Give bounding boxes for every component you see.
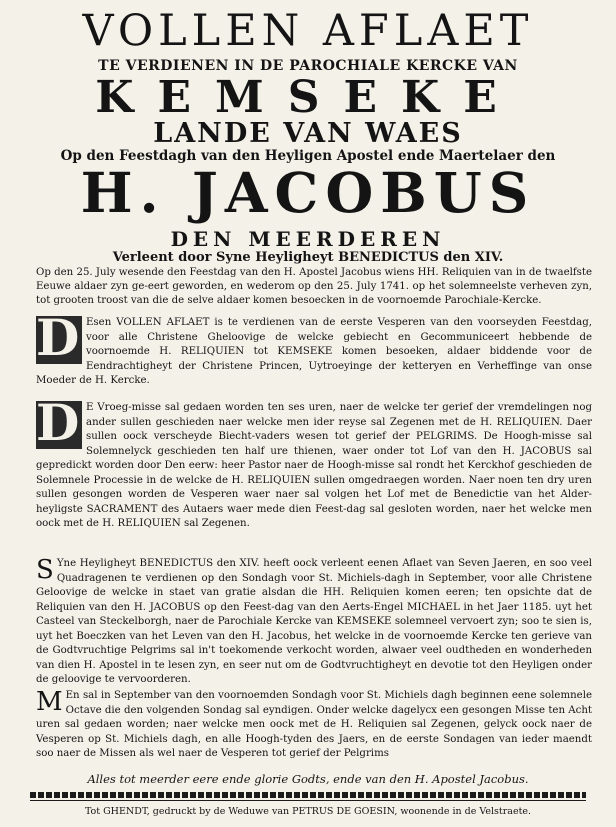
paragraph-text: En sal in September van den voornoemden Sondagh voor St. Michiels dagh beginnen eene solemnele Octave die den volgenden Sondag sal eyndigen. Onder welcke dagelycx een gesongen Misse ten Acht uren sal gedaen worden; naer welcke men oock met de H. Reliquien sal Zegenen, gelyck oock naer de Vesperen op St. Michiels dagh, en alle Hoogh-tyden des Jaers, en de eerste Sondagen van ieder maendt soo naer de Missen als wel naer de Vesperen tot gerief der Pelgrims — [36, 690, 592, 759]
initial-letter: S — [36, 555, 54, 585]
paragraph-text: Yne Heyligheyt BENEDICTUS den XIV. heeft oock verleent eenen Aflaet van Seven Jaeren, en soo veel Quadragenen te verdienen op den Sondagh voor St. Michiels-dagh in September, voor alle Christene Geloovige de welcke in staet van gratie alsdan die HH. Reliquien komen eeren; ten opsichte dat de Reliquien van den H. JACOBUS op den Feest-dag van den Aerts-Engel MICHAEL in het Jaer 1185. uyt het Casteel van Steckelborgh, naer de Parochiale Kercke van KEMSEKE solemneel vervoert zyn; soo te sien is, uyt het Boeczken van het Leven van den H. Jacobus, het welcke in de voornoemde Kercke ten gerieve van de Godtvruchtige Pelgrims sal in't toekomende verkocht worden, alwaer veel oudtheden en wonderheden van dien H. Apostel in te lesen zyn, en seer nut om de Godtvruchtigheyt en devotie tot den Heyligen onder de geloovige te vervoorderen. — [36, 558, 592, 685]
saint-subtitle: DEN MEERDEREN — [170, 227, 446, 251]
paragraph-1 — [36, 308, 592, 389]
paragraph-2 — [36, 393, 592, 532]
paragraph-text: E Vroeg-misse sal gedaen worden ten ses uren, naer de welcke ter gerief der vremdelingen nog ander sullen geschieden naer welcke men ider reyse sal Zegenen met de H. RELIQUIEN. Daer sullen oock verscheyde Biecht-vaders wesen tot gerief der PELGRIMS. De Hoogh-misse sal Solemnelyck geschieden ten half ure thienen, waer onder tot Lof van den H. JACOBUS sal gepredickt worden door Den eerw: heer Pastor naer de Hoogh-misse sal rondt het Kerckhof geschieden de Solemnele Processie in de welcke de H. RELIQUIEN sullen omgedraegen worden. Naer noen ten dry uren sullen gesongen worden de Vesperen waer naer sal volgen het Lof met de Benedictie van het Alder-heyligste SACRAMENT des Autaers waer mede dien Feest-dag sal gesloten worden, naer het welcke men oock met de H. RELIQUIEN sal Zegenen. — [36, 402, 592, 529]
subtitle-line: TE VERDIENEN IN DE PAROCHIALE KERCKE VAN — [98, 58, 518, 74]
paragraph-text: Esen VOLLEN AFLAET is te verdienen van de eerste Vesperen van den voorseyden Feestdag, voor alle Christene Gheloovige de welcke gebiecht en Gecommuniceert hebbende de voornoemde H. RELIQUIEN tot KEMSEKE komen besoeken, aldaer biddende voor de Eendrachtigheyt der Christene Princen, Uytroeyinge der ketteryen en Verheffinge van onse Moeder de H. Kercke. — [36, 317, 592, 386]
saint-title: H. JACOBUS — [80, 160, 536, 225]
printer-imprint: Tot GHENDT, gedruckt by de Weduwe van PETRUS DE GOESIN, woonende in de Velstraete. — [84, 806, 532, 817]
main-title: VOLLEN AFLAET — [82, 6, 534, 56]
initial-letter: M — [36, 687, 63, 717]
intro-paragraph: Op den 25. July wesende den Feestdag van den H. Apostel Jacobus wiens HH. Reliquien van in de twaelfste Eeuwe aldaer zyn ge-eert geworden, en wederom op den 25. July 1741. op het solemneelste verheven zyn, tot grooten troost van die de selve aldaer komen besoecken in de voornoemde Parochiale-Kercke. — [36, 267, 592, 306]
paragraph-4 — [36, 689, 592, 762]
drop-cap: D — [36, 316, 82, 364]
ornamental-border — [30, 792, 586, 798]
place-title: KEMSEKE — [95, 72, 521, 123]
region-title: LANDE VAN WAES — [153, 118, 463, 149]
granted-by-line: Verleent door Syne Heyligheyt BENEDICTUS den XIV. — [112, 250, 504, 265]
paragraph-3 — [36, 557, 592, 688]
closing-line: Alles tot meerder eere ende glorie Godts, ende van den H. Apostel Jacobus. — [87, 772, 529, 786]
feast-line: Op den Feestdagh van den Heyligen Apostel ende Maertelaer den — [60, 148, 556, 164]
drop-cap: D — [36, 401, 82, 449]
rule-line — [30, 800, 586, 801]
